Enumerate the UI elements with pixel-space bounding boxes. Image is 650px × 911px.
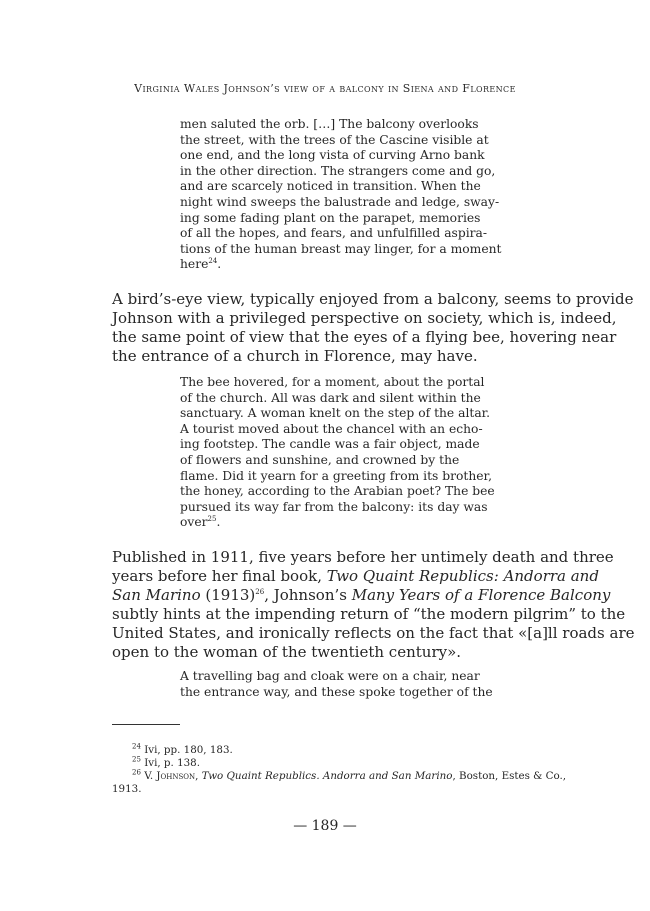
quote-line: in the other direction. The strangers come and go, [180, 163, 496, 178]
para-line: Johnson with a privileged perspective on society, which is, indeed, [112, 309, 617, 327]
para-line: open to the woman of the twentieth century». [112, 643, 462, 661]
quote-line: here$^{24}$. [180, 257, 222, 272]
footnote-ref-24[interactable]: 24 [208, 257, 218, 266]
quote-line: ing footstep. The candle was a fair object, made [180, 437, 480, 452]
footnote-ref-26[interactable]: 26 [255, 588, 265, 596]
quote-line: the entrance way, and these spoke together of the [180, 684, 493, 699]
quote-text: over [180, 515, 208, 530]
para-line [112, 567, 599, 586]
quote-line: of flowers and sunshine, and crowned by the [180, 452, 460, 467]
footnote-text: Ivi, p. 138. [144, 757, 200, 769]
footnote-26 [112, 768, 567, 783]
quote-line: of the church. All was dark and silent within the [180, 390, 481, 405]
footnote-25 [112, 757, 542, 770]
block-quote-balcony [180, 117, 502, 273]
para-line: the entrance of a church in Florence, may have. [112, 347, 478, 365]
quote-line: men saluted the orb. […] The balcony overlooks [180, 117, 479, 131]
page-number: — 189 — [293, 818, 357, 834]
paragraph-published [112, 548, 635, 662]
footnote-continuation: 1913. [112, 783, 142, 795]
quote-line: pursued its way far from the balcony: its day was [180, 499, 488, 514]
para-text: (1913) [200, 586, 256, 604]
footnote-number: 25 [132, 755, 141, 764]
quote-line: the street, with the trees of the Cascine visible at [180, 132, 489, 147]
para-line: the same point of view that the eyes of a flying bee, hovering near [112, 328, 617, 346]
para-line: subtly hints at the impending return of “the modern pilgrim” to the [112, 605, 626, 623]
quote-line: one end, and the long vista of curving Arno bank [180, 148, 485, 163]
quote-line: of all the hopes, and fears, and unfulfilled aspira- [180, 226, 488, 241]
quote-line: tions of the human breast may linger, for a moment [180, 241, 502, 256]
block-quote-travelling [180, 669, 493, 700]
book-title: Two Quaint Republics: Andorra and [326, 567, 599, 585]
book-title: Many Years of a Florence Balcony [351, 586, 611, 604]
quote-line: A tourist moved about the chancel with an echo- [180, 421, 483, 436]
para-line [112, 586, 611, 605]
para-line: A bird’s-eye view, typically enjoyed from a balcony, seems to provide [112, 290, 634, 308]
quote-line: over$^{25}$. [180, 515, 221, 530]
quote-line: and are scarcely noticed in transition. When the [180, 179, 481, 194]
footnote-24 [112, 744, 542, 757]
footnote-text: Ivi, pp. 180, 183. [144, 744, 233, 756]
footnote-number: 26 [132, 768, 141, 777]
block-quote-bee [180, 375, 495, 531]
quote-line: flame. Did it yearn for a greeting from its brother, [180, 468, 492, 483]
running-header: Virginia Wales Johnson’s view of a balcony in Siena and Florence [134, 82, 516, 95]
footnote-ref-25[interactable]: 25 [207, 515, 217, 524]
para-line: United States, and ironically reflects on the fact that «[a]ll roads are [112, 624, 635, 642]
footnote-author: V. Johnson, [144, 770, 199, 782]
footnote-title: Two Quaint Republics. Andorra and San Marino [201, 770, 453, 782]
para-line: Published in 1911, five years before her untimely death and three [112, 548, 614, 566]
para-text: , Johnson’s [264, 586, 352, 604]
quote-line: night wind sweeps the balustrade and ledge, sway- [180, 194, 500, 209]
footnote-text: , Boston, Estes & Co., [452, 770, 567, 782]
quote-line: A travelling bag and cloak were on a chair, near [180, 669, 480, 683]
quote-text: here [180, 257, 209, 272]
book-title: San Marino [112, 586, 201, 604]
quote-line: the honey, according to the Arabian poet? The bee [180, 484, 495, 499]
quote-line: ing some fading plant on the parapet, memories [180, 210, 481, 225]
footnote-separator [112, 724, 180, 725]
paragraph-birds-eye [112, 290, 634, 366]
para-text: years before her final book, [112, 567, 327, 585]
footnote-number: 24 [132, 742, 141, 751]
quote-line: sanctuary. A woman knelt on the step of the altar. [180, 406, 491, 421]
footnotes [112, 742, 567, 796]
quote-line: The bee hovered, for a moment, about the portal [180, 375, 485, 389]
